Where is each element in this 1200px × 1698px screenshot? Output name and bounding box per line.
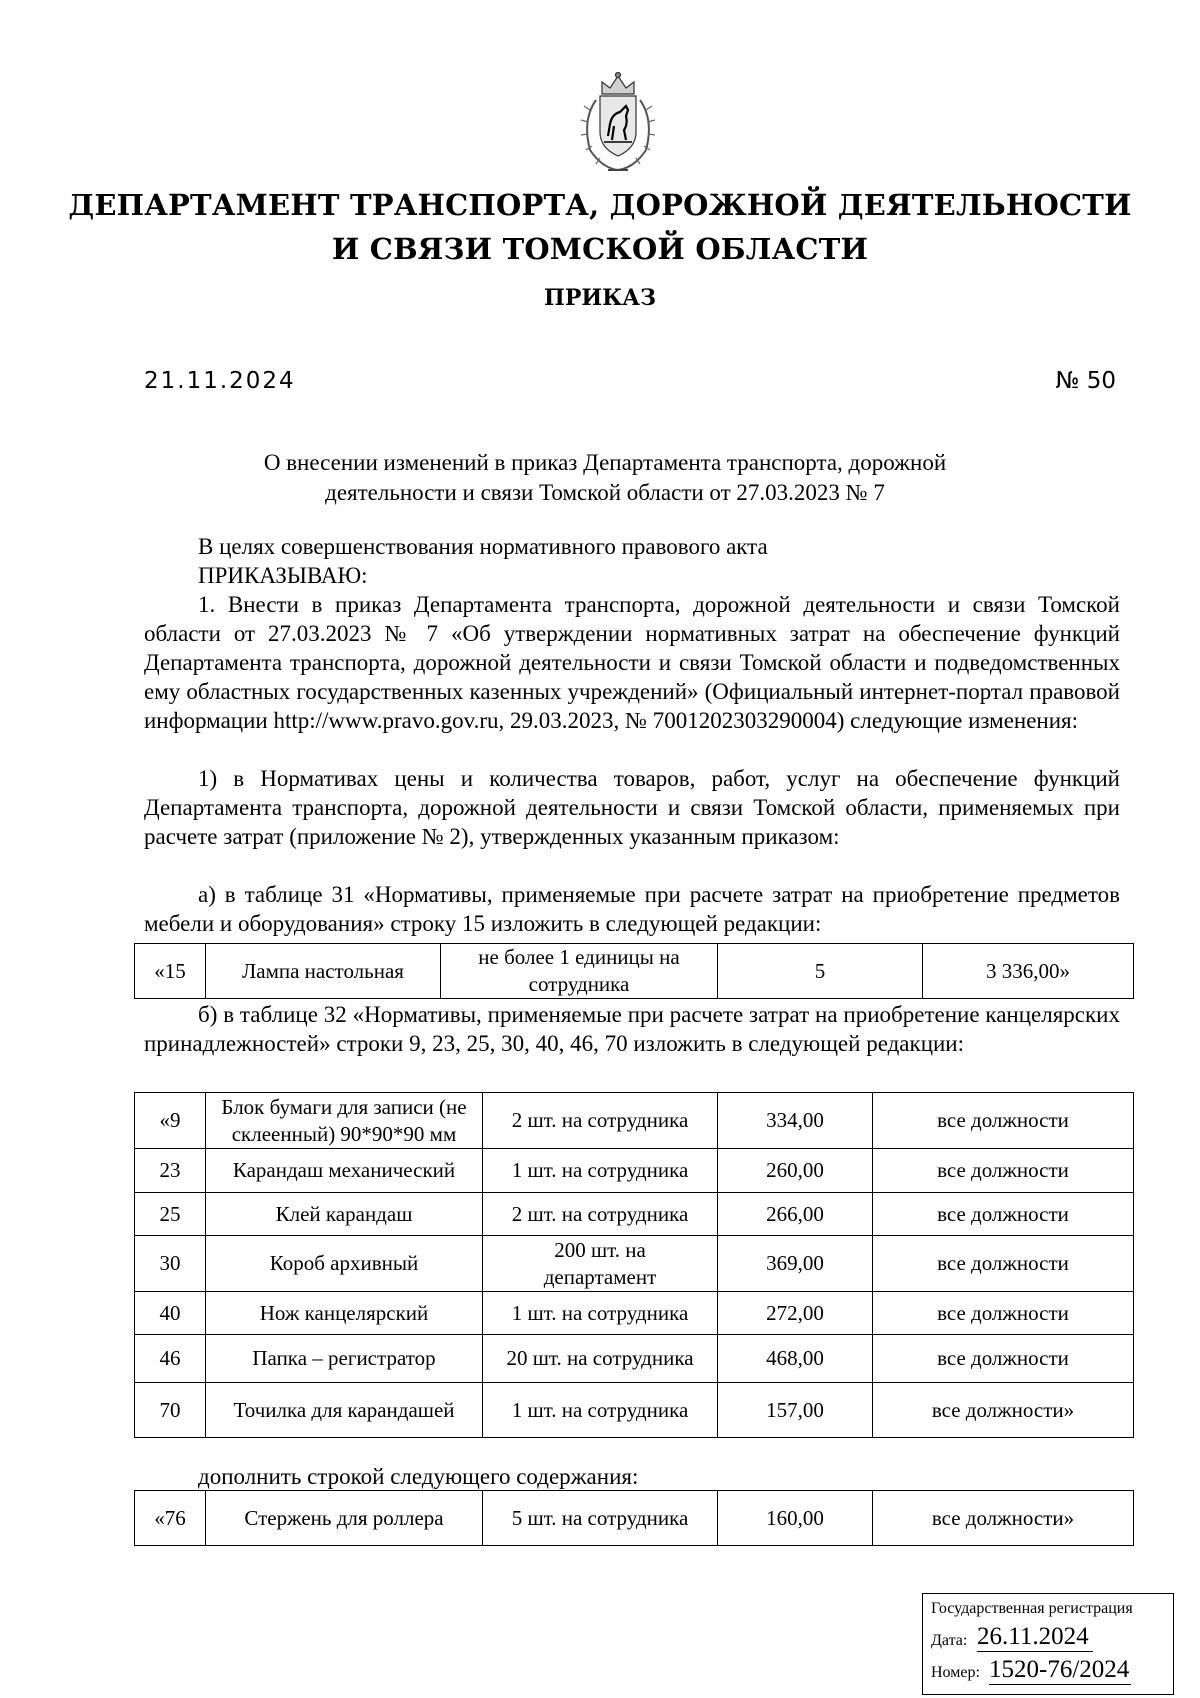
item-quantity: 1 шт. на сотрудника (483, 1383, 718, 1438)
item-positions: все должности (873, 1149, 1134, 1193)
row-number: «9 (135, 1093, 206, 1149)
row-number: 70 (135, 1383, 206, 1438)
table-31 (134, 943, 1134, 999)
coat-of-arms (568, 70, 668, 176)
item-price: 369,00 (718, 1236, 873, 1292)
item-name: Лампа настольная (206, 944, 441, 999)
item-price: 157,00 (718, 1383, 873, 1438)
row-number: «76 (135, 1491, 206, 1546)
item-price: 3 336,00» (923, 944, 1134, 999)
table-row (135, 1335, 1134, 1383)
department-title-line1: ДЕПАРТАМЕНТ ТРАНСПОРТА, ДОРОЖНОЙ ДЕЯТЕЛЬНОСТИ (68, 188, 1132, 222)
row-number: 30 (135, 1236, 206, 1292)
subitem-a-paragraph: а) в таблице 31 «Нормативы, применяемые при расчете затрат на приобретение предметов мебели и оборудования» строку 15 изложить в следующей редакции: (144, 882, 1120, 936)
row-number: 40 (135, 1292, 206, 1335)
order-number: № 50 (1055, 368, 1116, 394)
order-date: 21.11.2024 (144, 368, 296, 394)
item-1-paragraph: 1. Внести в приказ Департамента транспорта, дорожной деятельности и связи Томской области от 27.03.2023 № 7 «Об утверждении нормативных затрат на обеспечение функций Департамента транспорта, дорожной деятельности и связи Томской области и подведомственных ему областных государственных казенных учреждений» (Официальный интернет-портал правовой информации http://www.pravo.gov.ru, 29.03.2023, № 7001202303290004) следующие изменения: (144, 592, 1120, 733)
item-name: Стержень для роллера (206, 1491, 483, 1546)
table-row (135, 1292, 1134, 1335)
stamp-date-label: Дата: (931, 1632, 968, 1649)
subitem-1-paragraph: 1) в Нормативах цены и количества товаров, работ, услуг на обеспечение функций Департамента транспорта, дорожной деятельности и связи Томской области, применяемых при расчете затрат (приложение № 2), утвержденных указанным приказом: (144, 766, 1120, 849)
item-price: 260,00 (718, 1149, 873, 1193)
item-quantity: 20 шт. на сотрудника (483, 1335, 718, 1383)
row-number: 46 (135, 1335, 206, 1383)
row-number: «15 (135, 944, 206, 999)
item-name: Нож канцелярский (206, 1292, 483, 1335)
table-row (135, 1491, 1134, 1546)
row-number: 25 (135, 1193, 206, 1236)
item-quantity: 5 шт. на сотрудника (483, 1491, 718, 1546)
table-row (135, 1236, 1134, 1292)
item-positions: все должности (873, 1236, 1134, 1292)
item-price: 272,00 (718, 1292, 873, 1335)
table-row (135, 944, 1134, 999)
item-name: Клей карандаш (206, 1193, 483, 1236)
supplement-line: дополнить строкой следующего содержания: (198, 1464, 639, 1489)
table-32 (134, 1092, 1134, 1438)
document-type: ПРИКАЗ (544, 285, 656, 311)
item-price: 334,00 (718, 1093, 873, 1149)
item-price: 468,00 (718, 1335, 873, 1383)
item-name: Короб архивный (206, 1236, 483, 1292)
table-row (135, 1149, 1134, 1193)
purpose-paragraph: В целях совершенствования нормативного правового акта (198, 534, 768, 559)
order-word: ПРИКАЗЫВАЮ: (198, 563, 368, 588)
item-name: Карандаш механический (206, 1149, 483, 1193)
table-row (135, 1093, 1134, 1149)
item-positions: все должности (873, 1335, 1134, 1383)
item-positions: все должности» (873, 1491, 1134, 1546)
item-name: Папка – регистратор (206, 1335, 483, 1383)
stamp-title: Государственная регистрация (931, 1600, 1133, 1617)
stamp-number-label: Номер: (931, 1664, 980, 1681)
item-quantity: 2 шт. на сотрудника (483, 1093, 718, 1149)
item-positions: все должности» (873, 1383, 1134, 1438)
item-quantity: 200 шт. на департамент (483, 1236, 718, 1292)
item-term: 5 (718, 944, 923, 999)
item-positions: все должности (873, 1093, 1134, 1149)
stamp-date-value: 26.11.2024 (977, 1623, 1093, 1652)
item-quantity: 1 шт. на сотрудника (483, 1292, 718, 1335)
table-row (135, 1193, 1134, 1236)
stamp-number-value: 1520-76/2024 (989, 1656, 1130, 1683)
order-subject-line2: деятельности и связи Томской области от 27.03.2023 № 7 (325, 480, 885, 505)
tomsk-oblast-coat-of-arms-icon (568, 70, 668, 176)
subitem-b-paragraph: б) в таблице 32 «Нормативы, применяемые при расчете затрат на приобретение канцелярских принадлежностей» строки 9, 23, 25, 30, 40, 46, 70 изложить в следующей редакции: (144, 1002, 1120, 1056)
item-name: Блок бумаги для записи (не склеенный) 90*90*90 мм (206, 1093, 483, 1149)
item-positions: все должности (873, 1193, 1134, 1236)
table-addition (134, 1490, 1134, 1546)
order-subject-line1: О внесении изменений в приказ Департамента транспорта, дорожной (263, 450, 947, 475)
registration-stamp (922, 1593, 1174, 1695)
item-quantity: 1 шт. на сотрудника (483, 1149, 718, 1193)
item-positions: все должности (873, 1292, 1134, 1335)
item-price: 266,00 (718, 1193, 873, 1236)
order-subject (140, 448, 1070, 508)
item-name: Точилка для карандашей (206, 1383, 483, 1438)
department-title (0, 183, 1200, 271)
table-row (135, 1383, 1134, 1438)
department-title-line2: И СВЯЗИ ТОМСКОЙ ОБЛАСТИ (331, 232, 869, 266)
item-price: 160,00 (718, 1491, 873, 1546)
item-quantity: 2 шт. на сотрудника (483, 1193, 718, 1236)
item-quantity: не более 1 единицы на сотрудника (441, 944, 718, 999)
row-number: 23 (135, 1149, 206, 1193)
